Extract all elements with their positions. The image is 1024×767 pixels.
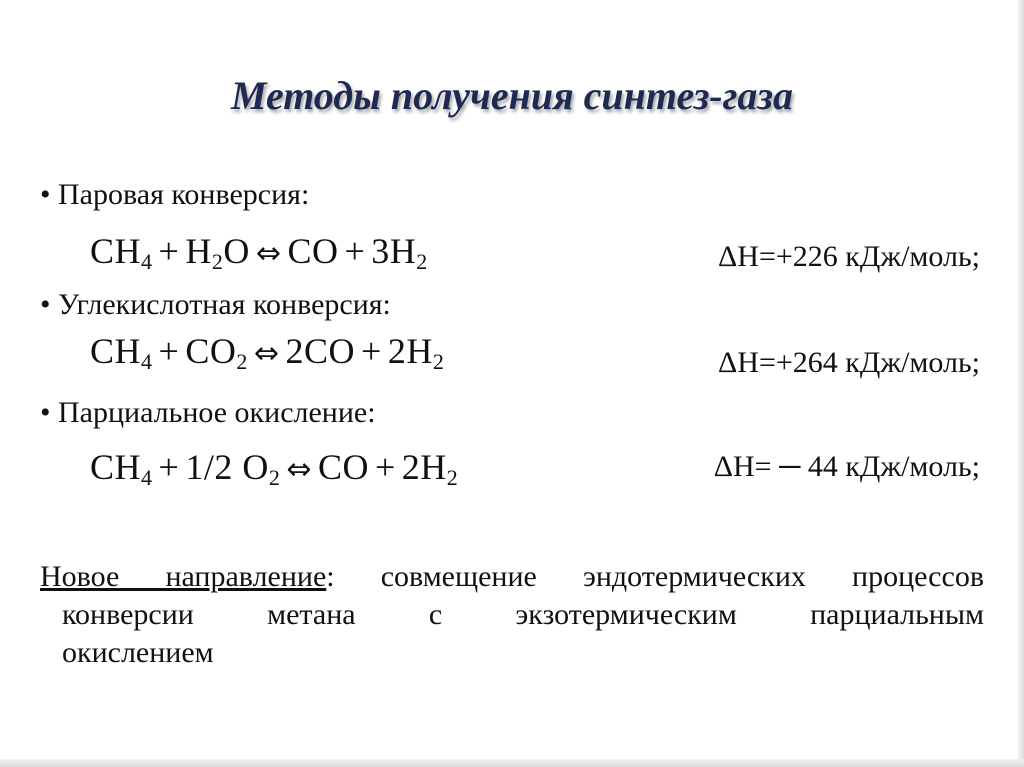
slide-title: Методы получения синтез-газа: [230, 73, 793, 118]
formula-term: CH: [90, 231, 142, 271]
new-direction-line-3: окислением: [62, 636, 214, 669]
formula-subscript: 2: [268, 465, 281, 490]
formula-term: 1/2 O: [185, 447, 269, 487]
double-arrow-icon: ⇔: [253, 336, 280, 371]
formula-term: 3H: [371, 231, 417, 271]
new-direction-text: : совмещение эндотермических процессов: [326, 560, 984, 593]
enthalpy-co2-conversion: ΔH=+264 кДж/моль;: [718, 346, 980, 379]
formula-subscript: 2: [236, 349, 248, 374]
formula-subscript: 4: [141, 465, 153, 490]
formula-term: CO: [185, 331, 237, 371]
enthalpy-steam-conversion: ΔH=+226 кДж/моль;: [718, 240, 980, 273]
formula-term: CH: [90, 331, 142, 371]
formula-term: 2H: [401, 447, 447, 487]
formula-term: CH: [90, 447, 142, 487]
new-direction-paragraph: [40, 558, 984, 672]
new-direction-line-2: конверсии метана с экзотермическим парциальным: [62, 598, 984, 631]
double-arrow-icon: ⇔: [286, 452, 312, 487]
formula-subscript: 2: [446, 465, 459, 490]
bullet-label: Парциальное окисление:: [58, 396, 376, 429]
formula-plus: +: [361, 331, 382, 371]
formula-term: 2H: [387, 331, 433, 371]
formula-plus: +: [158, 331, 180, 371]
bullet-dot: •: [40, 396, 51, 429]
formula-plus: +: [344, 231, 366, 271]
formula-subscript: 2: [416, 249, 428, 274]
formula-partial-oxidation: [90, 446, 458, 488]
bullet-dot: •: [40, 178, 51, 211]
formula-steam-conversion: [90, 230, 428, 272]
new-direction-line-1: [40, 558, 984, 596]
double-arrow-icon: ⇔: [255, 236, 282, 271]
formula-subscript: 4: [141, 249, 153, 274]
formula-term: 2CO: [285, 331, 355, 371]
slide-edge-shadow: [1018, 0, 1024, 767]
slide-edge-shadow: [0, 759, 1024, 767]
formula-subscript: 4: [141, 349, 153, 374]
formula-subscript: 2: [211, 249, 224, 274]
enthalpy-partial-oxidation: ΔH= ─ 44 кДж/моль;: [713, 450, 980, 483]
formula-plus: +: [374, 447, 396, 487]
bullet-label: Паровая конверсия:: [58, 178, 310, 211]
formula-term: CO: [287, 231, 339, 271]
formula-term: O: [223, 231, 250, 271]
formula-term: CO: [317, 447, 369, 487]
new-direction-label: Новое направление: [40, 560, 327, 593]
bullet-co2-conversion: [40, 288, 391, 322]
formula-plus: +: [158, 231, 180, 271]
formula-subscript: 2: [432, 349, 445, 374]
formula-term: H: [185, 231, 212, 271]
bullet-label: Углекислотная конверсия:: [58, 288, 391, 321]
bullet-steam-conversion: [40, 178, 309, 212]
formula-plus: +: [158, 447, 180, 487]
bullet-dot: •: [40, 288, 51, 321]
bullet-partial-oxidation: [40, 396, 376, 430]
formula-co2-conversion: [90, 330, 444, 372]
